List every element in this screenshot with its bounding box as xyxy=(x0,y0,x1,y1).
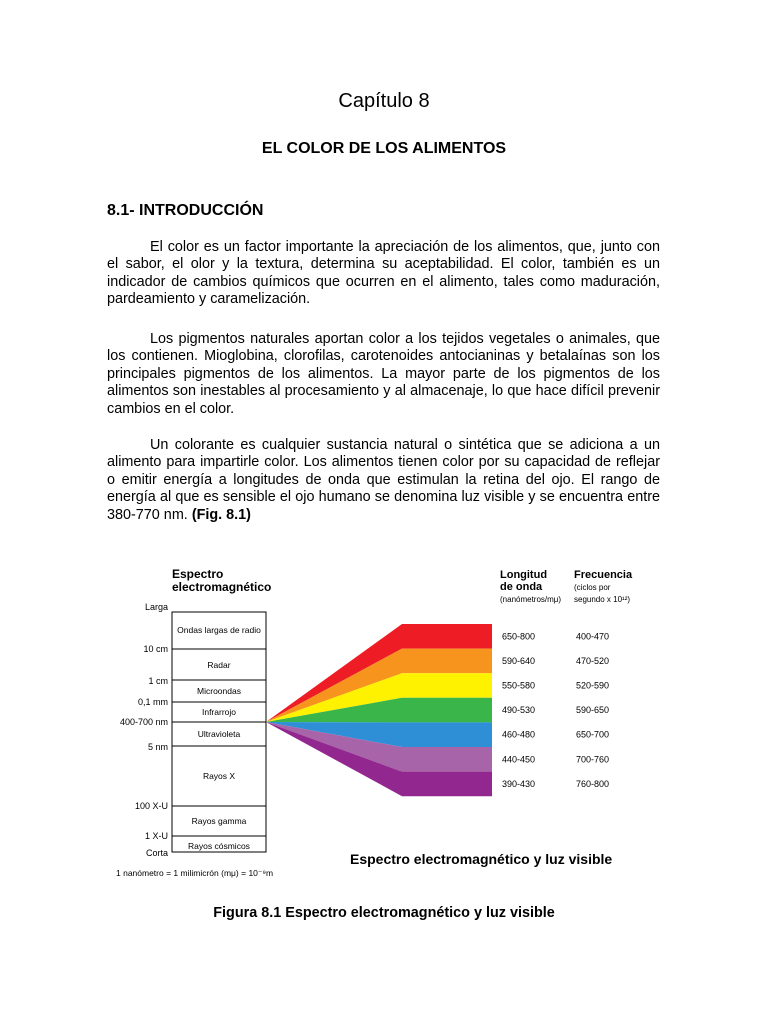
band-label: Ondas largas de radio xyxy=(177,625,261,635)
spectrum-footnote: 1 nanómetro = 1 milimicrón (mμ) = 10⁻⁹m xyxy=(116,868,274,878)
figure-caption: Figura 8.1 Espectro electromagnético y luz visible xyxy=(213,905,555,921)
scale-label: 0,1 mm xyxy=(137,697,168,707)
frequency-subtitle-line2: segundo x 10¹²) xyxy=(574,595,631,604)
spectrum-heading-line2: electromagnético xyxy=(172,580,272,594)
chapter-title: EL COLOR DE LOS ALIMENTOS xyxy=(261,140,507,157)
wavelength-value: 460-480 xyxy=(502,729,536,740)
wavelength-value: 590-640 xyxy=(502,655,536,666)
frequency-value: 650-700 xyxy=(576,729,610,740)
band-label: Microondas xyxy=(197,686,241,696)
frequency-subtitle-line1: (ciclos por xyxy=(574,583,611,592)
band-label: Rayos X xyxy=(202,771,236,781)
frequency-value: 520-590 xyxy=(576,680,610,691)
wavelength-title-line1: Longitud xyxy=(500,569,548,581)
section-heading: 8.1- INTRODUCCIÓN xyxy=(107,202,264,219)
band-label: Rayos gamma xyxy=(191,816,247,826)
band-label: Radar xyxy=(207,660,231,670)
frequency-title: Frecuencia xyxy=(574,569,633,581)
scale-label: 1 cm xyxy=(148,676,168,686)
wavelength-title-line2: de onda xyxy=(500,581,543,593)
band-label: Ultravioleta xyxy=(197,729,241,739)
spectrum-value-labels xyxy=(502,631,609,789)
paragraph-pigments: Los pigmentos naturales aportan color a los tejidos vegetales o animales, que los contienen. Mioglobina, clorofilas, carotenoides antocianinas y betalaínas son los principales pigmentos de los alimentos. La mayor parte de los pigmentos de los alimentos son inestables al procesamiento y al almacenaje, lo que hace difícil prevenir cambios en el color. xyxy=(107,331,660,417)
band-label: Rayos cósmicos xyxy=(188,841,250,851)
scale-label: 400-700 nm xyxy=(119,717,168,727)
frequency-value: 590-650 xyxy=(576,705,610,716)
paragraph-colorant xyxy=(107,437,660,524)
scale-label: Larga xyxy=(144,602,168,612)
scale-label: 5 nm xyxy=(147,742,168,752)
paragraph-colorant-text: Un colorante es cualquier sustancia natural o sintética que se adiciona a un alimento para impartirle color. Los alimentos tienen color por su capacidad de reflejar o emitir energía a longitudes de onda que estimulan la retina del ojo. El rango de energía al que es sensible el ojo humano se denomina luz visible y se encuentra entre 380-770 nm. xyxy=(107,437,660,523)
scale-label: Corta xyxy=(145,848,168,858)
frequency-value: 400-470 xyxy=(576,631,610,642)
band-label: Infrarrojo xyxy=(201,707,237,717)
visible-spectrum-title: Espectro electromagnético y luz visible xyxy=(350,851,613,867)
figure-reference: (Fig. 8.1) xyxy=(191,506,251,523)
wavelength-value: 650-800 xyxy=(502,631,536,642)
frequency-value: 470-520 xyxy=(576,655,610,666)
visible-spectrum-fan xyxy=(266,624,492,796)
wavelength-value: 440-450 xyxy=(502,754,536,765)
wavelength-value: 390-430 xyxy=(502,778,536,789)
wavelength-value: 550-580 xyxy=(502,680,536,691)
scale-label: 100 X-U xyxy=(134,801,168,811)
spectrum-figure xyxy=(112,560,652,890)
frequency-value: 760-800 xyxy=(576,778,610,789)
wavelength-value: 490-530 xyxy=(502,705,536,716)
frequency-value: 700-760 xyxy=(576,754,610,765)
scale-label: 10 cm xyxy=(143,644,168,654)
spectrum-heading-line1: Espectro xyxy=(172,567,224,581)
paragraph-intro: El color es un factor importante la apreciación de los alimentos, que, junto con el sabor, el olor y la textura, determina su aceptabilidad. El color, también es un indicador de cambios químicos que ocurren en el alimento, tales como maduración, pardeamiento y caramelización. xyxy=(107,239,660,308)
scale-label: 1 X-U xyxy=(144,831,168,841)
chapter-heading: Capítulo 8 xyxy=(338,90,430,112)
spectrum-diagram xyxy=(112,560,652,890)
wavelength-subtitle: (nanómetros/mμ) xyxy=(500,595,562,604)
